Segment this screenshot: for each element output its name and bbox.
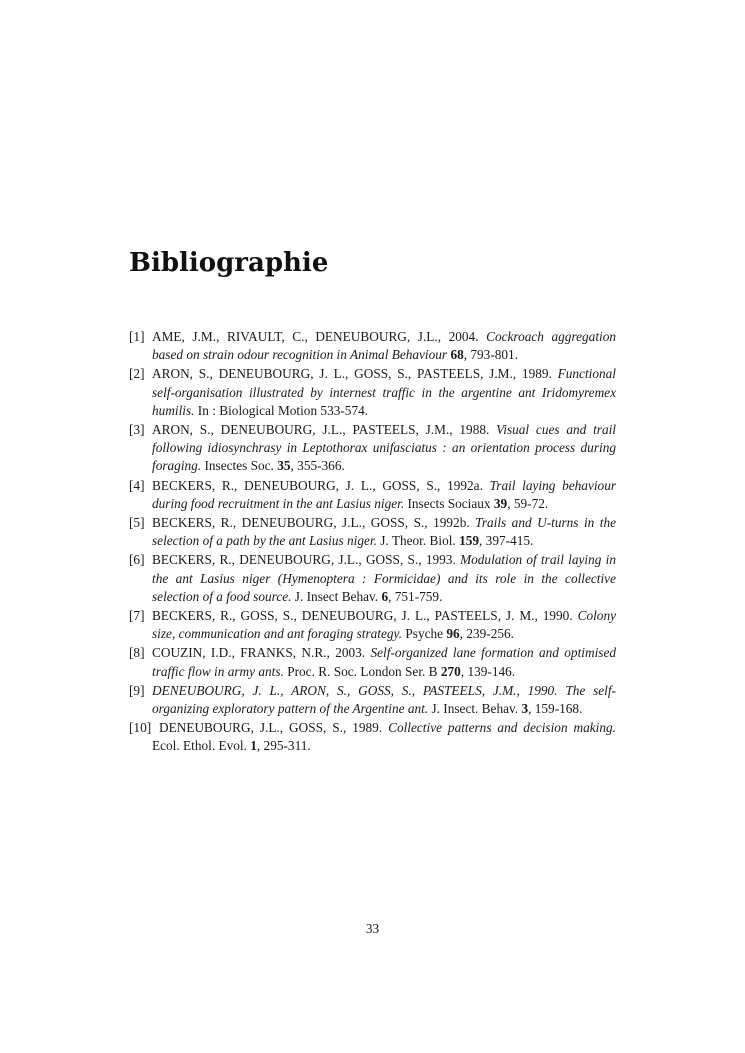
- entry-number: [1]: [129, 329, 145, 344]
- entry-volume: 1: [250, 738, 257, 754]
- entry-authors: BECKERS, R., GOSS, S., DENEUBOURG, J. L., PASTEELS, J. M., 1990.: [152, 608, 573, 624]
- entry-number: [2]: [129, 366, 145, 382]
- entry-title: Trail laying behaviour during food recruitment in the ant Lasius niger.: [152, 477, 617, 511]
- entry-title: Functional self-organisation illustrated by internest traffic in the argentine ant Iridomyremex humilis.: [152, 366, 616, 418]
- entry-pages: , 59-72.: [507, 495, 549, 511]
- bib-entry-8: [129, 644, 616, 680]
- entry-authors: BECKERS, R., DENEUBOURG, J.L., GOSS, S., 1993.: [152, 552, 456, 568]
- entry-number: [9]: [129, 682, 145, 698]
- bib-entry-10: [129, 719, 616, 755]
- entry-journal: Ecol. Ethol. Evol.: [152, 738, 247, 754]
- entry-authors: ARON, S., DENEUBOURG, J.L., PASTEELS, J.M., 1988.: [152, 422, 490, 438]
- entry-number: [10]: [129, 720, 152, 736]
- entry-pages: , 295-311.: [256, 738, 311, 754]
- entry-journal: J. Insect. Behav.: [428, 701, 519, 717]
- bib-entry-2: [129, 365, 616, 420]
- entry-authors: ARON, S., DENEUBOURG, J. L., GOSS, S., PASTEELS, J.M., 1989.: [152, 366, 552, 382]
- entry-volume: 68: [450, 347, 464, 363]
- entry-volume: 96: [446, 626, 460, 642]
- entry-title: Cockroach aggregation based on strain odour recognition in Animal Behaviour: [152, 329, 617, 363]
- entry-volume: 3: [521, 701, 529, 717]
- entry-volume: 159: [459, 533, 480, 549]
- entry-journal: Insects Sociaux: [404, 495, 491, 511]
- bib-entry-6: [129, 551, 616, 606]
- entry-title: DENEUBOURG, J. L., ARON, S., GOSS, S., PASTEELS, J.M., 1990. The self-organizing exploratory pattern of the Argentine ant.: [152, 682, 616, 717]
- entry-journal: Insectes Soc.: [201, 458, 274, 474]
- entry-pages: , 751-759.: [388, 588, 443, 604]
- entry-title: Collective patterns and decision making.: [388, 720, 616, 736]
- page-number: 33: [365, 921, 380, 936]
- entry-number: [5]: [129, 515, 145, 531]
- entry-authors: BECKERS, R., DENEUBOURG, J. L., GOSS, S., 1992a.: [152, 477, 483, 493]
- entry-authors: AME, J.M., RIVAULT, C., DENEUBOURG, J.L., 2004.: [152, 329, 479, 344]
- entry-pages: , 793-801.: [463, 347, 519, 363]
- entry-pages: , 355-366.: [290, 458, 345, 474]
- bib-entry-1: [129, 328, 616, 364]
- entry-pages: , 397-415.: [479, 533, 534, 549]
- entry-title: Visual cues and trail following idiosynchrasy in Leptothorax unifasciatus : an orientation process during foraging.: [152, 422, 617, 474]
- entry-number: [3]: [129, 422, 145, 438]
- bib-entry-5: [129, 514, 616, 550]
- entry-title: Trails and U-turns in the selection of a path by the ant Lasius niger.: [152, 515, 617, 549]
- entry-volume: 6: [381, 588, 389, 604]
- bib-entry-4: [129, 477, 616, 513]
- entry-number: [7]: [129, 608, 145, 624]
- entry-authors: BECKERS, R., DENEUBOURG, J.L., GOSS, S., 1992b.: [152, 515, 470, 531]
- entry-number: [6]: [129, 552, 145, 568]
- entry-title: Modulation of trail laying in the ant Lasius niger (Hymenoptera : Formicidae) and its role in the collective selection of a food source.: [152, 552, 617, 604]
- entry-number: [4]: [129, 477, 145, 493]
- page-title: Bibliographie: [129, 248, 329, 278]
- entry-title: Colony size, communication and ant foraging strategy.: [152, 608, 616, 642]
- bibliography-list: [129, 328, 616, 757]
- entry-title: Self-organized lane formation and optimised traffic flow in army ants.: [152, 645, 616, 679]
- entry-pages: , 159-168.: [528, 701, 583, 717]
- entry-journal: Proc. R. Soc. London Ser. B: [283, 663, 438, 679]
- entry-journal: Psyche: [402, 626, 444, 642]
- entry-authors: DENEUBOURG, J.L., GOSS, S., 1989.: [159, 720, 383, 736]
- bib-entry-3: [129, 421, 616, 476]
- entry-journal: J. Theor. Biol.: [376, 533, 456, 549]
- bib-entry-7: [129, 607, 616, 643]
- entry-pages: In : Biological Motion 533-574.: [194, 402, 369, 418]
- entry-pages: , 139-146.: [460, 663, 516, 679]
- entry-journal: J. Insect Behav.: [291, 588, 379, 604]
- entry-volume: 270: [440, 663, 461, 679]
- entry-pages: , 239-256.: [459, 626, 514, 642]
- entry-volume: 39: [493, 495, 508, 511]
- bib-entry-9: [129, 682, 616, 718]
- entry-volume: 35: [277, 458, 291, 474]
- entry-number: [8]: [129, 645, 145, 661]
- entry-authors: COUZIN, I.D., FRANKS, N.R., 2003.: [152, 645, 366, 661]
